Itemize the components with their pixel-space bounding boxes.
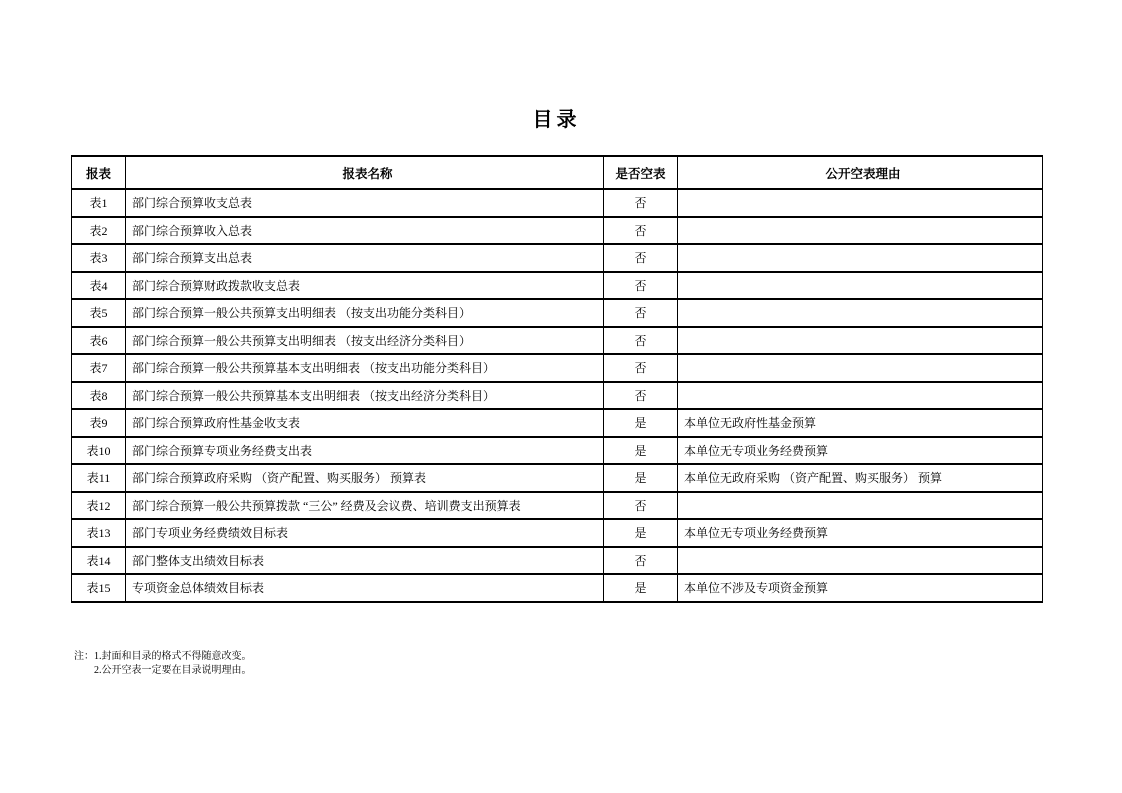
row-report-name: 部门综合预算政府性基金收支表	[126, 409, 604, 437]
table-row	[72, 574, 1043, 602]
page-title: 目录	[532, 109, 581, 131]
row-is-empty: 否	[604, 547, 678, 575]
row-reason	[678, 382, 1043, 410]
column-header-report-name: 报表名称	[126, 156, 604, 189]
row-is-empty: 否	[604, 244, 678, 272]
row-is-empty: 是	[604, 574, 678, 602]
table-header	[72, 156, 1043, 189]
footnote-item-2: 2.公开空表一定要在目录说明理由。	[94, 665, 252, 676]
row-report-id: 表10	[72, 437, 126, 465]
row-report-name: 部门综合预算专项业务经费支出表	[126, 437, 604, 465]
row-report-id: 表2	[72, 217, 126, 245]
row-reason	[678, 244, 1043, 272]
row-is-empty: 否	[604, 189, 678, 217]
row-report-id: 表14	[72, 547, 126, 575]
table-row	[72, 437, 1043, 465]
table-row	[72, 299, 1043, 327]
row-report-name: 部门综合预算一般公共预算基本支出明细表 （按支出功能分类科目）	[126, 354, 604, 382]
toc-table	[71, 155, 1043, 603]
row-report-name: 部门综合预算一般公共预算拨款 “三公” 经费及会议费、培训费支出预算表	[126, 492, 604, 520]
row-is-empty: 是	[604, 464, 678, 492]
column-header-reason: 公开空表理由	[678, 156, 1043, 189]
row-report-id: 表5	[72, 299, 126, 327]
row-reason	[678, 327, 1043, 355]
footnote-items	[94, 650, 252, 678]
row-reason	[678, 492, 1043, 520]
row-report-name: 部门综合预算一般公共预算支出明细表 （按支出功能分类科目）	[126, 299, 604, 327]
row-reason	[678, 299, 1043, 327]
row-report-id: 表4	[72, 272, 126, 300]
row-report-name: 专项资金总体绩效目标表	[126, 574, 604, 602]
row-is-empty: 否	[604, 327, 678, 355]
row-report-id: 表8	[72, 382, 126, 410]
row-report-id: 表12	[72, 492, 126, 520]
table-row	[72, 409, 1043, 437]
row-report-name: 部门综合预算收支总表	[126, 189, 604, 217]
row-report-id: 表9	[72, 409, 126, 437]
row-reason: 本单位不涉及专项资金预算	[678, 574, 1043, 602]
table-row	[72, 464, 1043, 492]
table-row	[72, 519, 1043, 547]
table-row	[72, 382, 1043, 410]
row-is-empty: 否	[604, 217, 678, 245]
row-reason	[678, 189, 1043, 217]
row-report-name: 部门综合预算收入总表	[126, 217, 604, 245]
row-reason: 本单位无政府性基金预算	[678, 409, 1043, 437]
row-is-empty: 是	[604, 519, 678, 547]
footnote-item-1: 1.封面和目录的格式不得随意改变。	[94, 651, 252, 662]
row-report-id: 表6	[72, 327, 126, 355]
row-reason: 本单位无专项业务经费预算	[678, 437, 1043, 465]
row-report-id: 表15	[72, 574, 126, 602]
row-report-id: 表3	[72, 244, 126, 272]
row-report-id: 表11	[72, 464, 126, 492]
column-header-report-id: 报表	[72, 156, 126, 189]
table-row	[72, 354, 1043, 382]
table-body	[72, 189, 1043, 602]
row-report-name: 部门综合预算政府采购 （资产配置、购买服务） 预算表	[126, 464, 604, 492]
table-row	[72, 272, 1043, 300]
column-header-is-empty: 是否空表	[604, 156, 678, 189]
row-report-id: 表7	[72, 354, 126, 382]
row-report-name: 部门综合预算一般公共预算支出明细表 （按支出经济分类科目）	[126, 327, 604, 355]
row-is-empty: 否	[604, 382, 678, 410]
row-report-name: 部门综合预算支出总表	[126, 244, 604, 272]
table-row	[72, 217, 1043, 245]
row-reason	[678, 354, 1043, 382]
row-report-name: 部门专项业务经费绩效目标表	[126, 519, 604, 547]
row-is-empty: 是	[604, 437, 678, 465]
footnotes	[74, 650, 252, 678]
table-row	[72, 492, 1043, 520]
table-row	[72, 547, 1043, 575]
row-is-empty: 否	[604, 299, 678, 327]
row-is-empty: 否	[604, 272, 678, 300]
table-row	[72, 244, 1043, 272]
row-is-empty: 是	[604, 409, 678, 437]
row-reason: 本单位无专项业务经费预算	[678, 519, 1043, 547]
row-report-name: 部门综合预算一般公共预算基本支出明细表 （按支出经济分类科目）	[126, 382, 604, 410]
table-row	[72, 327, 1043, 355]
row-report-id: 表1	[72, 189, 126, 217]
row-reason	[678, 272, 1043, 300]
row-report-name: 部门综合预算财政拨款收支总表	[126, 272, 604, 300]
row-report-name: 部门整体支出绩效目标表	[126, 547, 604, 575]
row-is-empty: 否	[604, 492, 678, 520]
row-reason: 本单位无政府采购 （资产配置、购买服务） 预算	[678, 464, 1043, 492]
row-is-empty: 否	[604, 354, 678, 382]
table-row	[72, 189, 1043, 217]
table-header-row	[72, 156, 1043, 189]
row-reason	[678, 547, 1043, 575]
row-reason	[678, 217, 1043, 245]
row-report-id: 表13	[72, 519, 126, 547]
footnote-label: 注：	[74, 651, 94, 662]
